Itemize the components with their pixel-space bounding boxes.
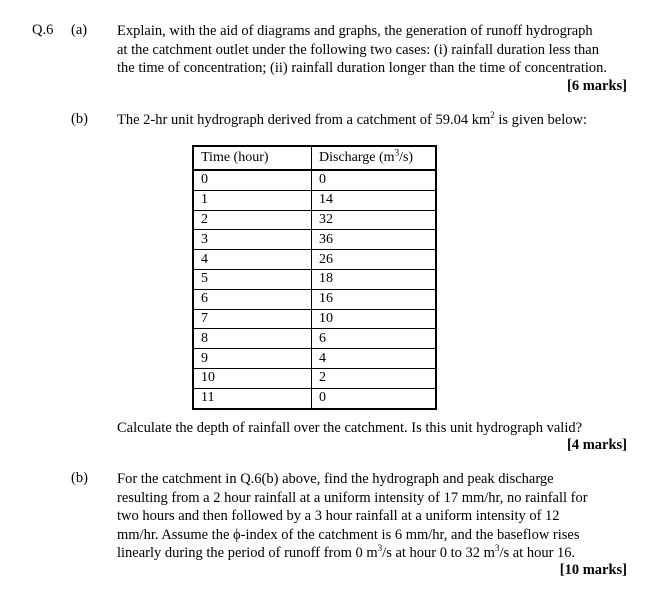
discharge-cell: 4 [312, 349, 436, 369]
unit-hydrograph-table [192, 145, 437, 410]
part-b1-intro-sup: 2 [490, 110, 495, 121]
table-row [194, 388, 435, 407]
part-b1-question: Calculate the depth of rainfall over the catchment. Is this unit hydrograph valid? [117, 420, 583, 436]
discharge-cell: 36 [312, 230, 436, 250]
header-discharge-sup: 3 [394, 147, 400, 158]
part-b1-label: (b) [71, 111, 88, 127]
time-cell: 7 [194, 309, 312, 329]
part-b2-line-1: For the catchment in Q.6(b) above, find the hydrograph and peak discharge [117, 471, 554, 487]
table-row [194, 269, 435, 289]
part-a-line-1: Explain, with the aid of diagrams and graphs, the generation of runoff hydrograph [117, 23, 593, 39]
discharge-cell: 16 [312, 289, 436, 309]
part-b2-line-5 [117, 544, 629, 563]
part-a-label: (a) [71, 22, 88, 38]
time-cell: 0 [194, 170, 312, 190]
part-b2-line-5-sup2: 3 [494, 543, 500, 554]
part-b2-line-3: two hours and then followed by a 3 hour rainfall at a uniform intensity of 12 [117, 508, 560, 524]
part-a-marks: [6 marks] [566, 78, 627, 94]
discharge-cell: 0 [312, 170, 436, 190]
table-row [194, 289, 435, 309]
time-cell: 10 [194, 368, 312, 388]
time-cell: 8 [194, 329, 312, 349]
table-row [194, 329, 435, 349]
table-row [194, 309, 435, 329]
time-cell: 11 [194, 388, 312, 407]
header-discharge [312, 147, 436, 170]
time-cell: 6 [194, 289, 312, 309]
table-header-row [194, 147, 435, 170]
discharge-cell: 26 [312, 250, 436, 270]
part-a-text [117, 22, 629, 78]
part-b1-intro-post: is given below: [494, 112, 587, 128]
part-b2-label: (b) [71, 470, 88, 486]
discharge-cell: 14 [312, 190, 436, 210]
discharge-cell: 18 [312, 269, 436, 289]
time-cell: 1 [194, 190, 312, 210]
table-row [194, 250, 435, 270]
time-cell: 2 [194, 210, 312, 230]
table-row [194, 349, 435, 369]
discharge-cell: 2 [312, 368, 436, 388]
discharge-cell: 6 [312, 329, 436, 349]
header-time: Time (hour) [194, 147, 312, 170]
time-cell: 4 [194, 250, 312, 270]
part-b1-intro [117, 111, 629, 130]
table-row [194, 368, 435, 388]
time-cell: 5 [194, 269, 312, 289]
part-b2-line-5b: /s at hour 0 to 32 m [382, 545, 495, 561]
part-b2-marks: [10 marks] [559, 562, 627, 578]
time-cell: 3 [194, 230, 312, 250]
time-cell: 9 [194, 349, 312, 369]
header-discharge-pre: Discharge (m [319, 150, 395, 165]
table-row [194, 230, 435, 250]
table-row [194, 210, 435, 230]
part-b2-line-4: mm/hr. Assume the ϕ-index of the catchment is 6 mm/hr, and the baseflow rises [117, 526, 580, 543]
discharge-cell: 0 [312, 388, 436, 407]
part-a-line-3: the time of concentration; (ii) rainfall duration longer than the time of concentration. [117, 60, 608, 76]
question-number: Q.6 [32, 22, 54, 38]
part-b2-text [117, 470, 629, 563]
table-row [194, 190, 435, 210]
part-b2-line-2: resulting from a 2 hour rainfall at a uniform intensity of 17 mm/hr, no rainfall for [117, 489, 588, 506]
header-discharge-post: /s) [399, 150, 414, 165]
part-b1-marks: [4 marks] [566, 437, 627, 453]
part-a-line-2: at the catchment outlet under the following two cases: (i) rainfall duration less than [117, 41, 599, 58]
part-b2-line-5-sup1: 3 [377, 543, 383, 554]
part-b2-line-5c: /s at hour 16. [499, 545, 576, 561]
part-b1-intro-pre: The 2-hr unit hydrograph derived from a catchment of 59.04 km [117, 112, 491, 128]
part-b2-line-5a: linearly during the period of runoff from 0 m [117, 545, 378, 561]
table-row [194, 170, 435, 190]
discharge-cell: 32 [312, 210, 436, 230]
discharge-cell: 10 [312, 309, 436, 329]
